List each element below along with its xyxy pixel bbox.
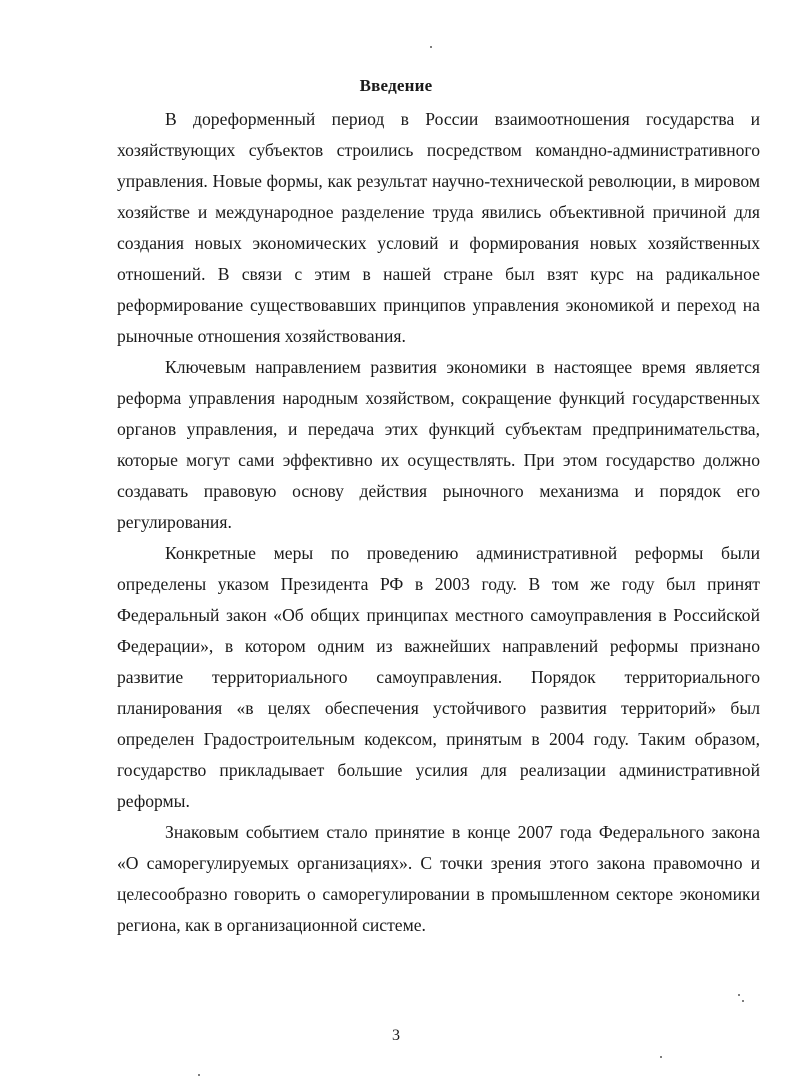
paragraph-3: Конкретные меры по проведению административной реформы были определены указом Президента РФ в 2003 году. В том же году был принят Федеральный закон «Об общих принципах местного самоуправления в Российской Федерации», в котором одним из важнейших направлений реформы признано развитие территориального самоуправления. Порядок территориального планирования «в целях обеспечения устойчивого развития территорий» был определен Градостроительным кодексом, принятым в 2004 году. Таким образом, государство прикладывает большие усилия для реализации административной реформы. [117,543,760,811]
scan-speck [660,1056,662,1058]
paragraph-4: Знаковым событием стало принятие в конце 2007 года Федерального закона «О саморегулируемых организациях». С точки зрения этого закона правомочно и целесообразно говорить о саморегулировании в промышленном секторе экономики региона, как в организационной системе. [117,822,760,935]
section-heading: Введение [359,76,433,95]
scan-speck [430,46,432,48]
paragraph-2: Ключевым направлением развития экономики в настоящее время является реформа управления народным хозяйством, сокращение функций государственных органов управления, и передача этих функций субъектам предпринимательства, которые могут сами эффективно их осуществлять. При этом государство должно создавать правовую основу действия рыночного механизма и порядок его регулирования. [117,357,760,532]
scan-speck [198,1074,200,1076]
paragraph-1: В дореформенный период в России взаимоотношения государства и хозяйствующих субъектов строились посредством командно-административного управления. Новые формы, как результат научно-технической революции, в мировом хозяйстве и международное разделение труда явились объективной причиной для создания новых экономических условий и формирования новых хозяйственных отношений. В связи с этим в нашей стране был взят курс на радикальное реформирование существовавших принципов управления экономикой и переход на рыночные отношения хозяйствования. [117,109,760,346]
scan-speck [742,1000,744,1002]
scan-speck [738,994,740,996]
body-text [117,104,760,941]
page-number: 3 [392,1027,400,1044]
